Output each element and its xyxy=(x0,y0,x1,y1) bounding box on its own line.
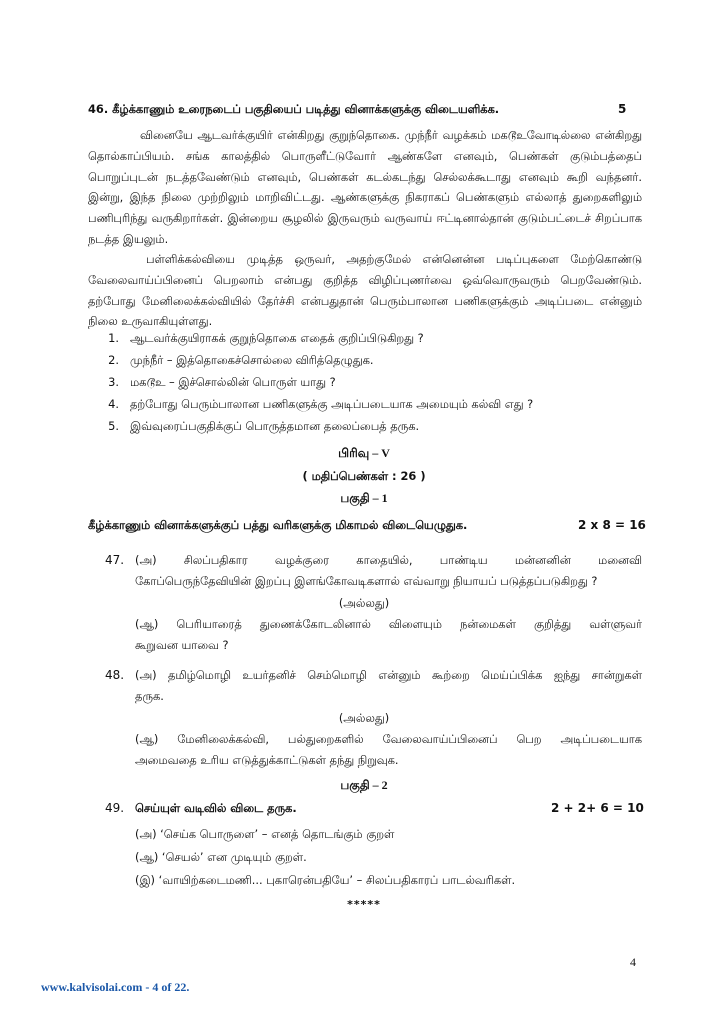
question-number: 4. xyxy=(108,397,119,411)
q49-instruction: செய்யுள் வடிவில் விடை தருக. xyxy=(135,801,297,815)
question-text: ஆடவர்க்குயிராகக் குறுந்தொகை எதைக் குறிப்பிடுகிறது ? xyxy=(130,331,424,345)
q48-option-b: (ஆ) மேனிலைக்கல்வி, பல்துறைகளில் வேலைவாய்ப்பினைப் பெற அடிப்படையாக xyxy=(135,732,642,746)
question-text: தற்போது பெரும்பாலான பணிகளுக்கு அடிப்படையாக அமையும் கல்வி எது ? xyxy=(130,397,534,411)
q48-option-a: (அ) தமிழ்மொழி உயர்தனிச் செம்மொழி என்னும் கூற்றை மெய்ப்பிக்க ஐந்து சான்றுகள் xyxy=(135,668,642,682)
q49-option-a: (அ) ‘செய்க பொருளை’ – எனத் தொடங்கும் குறள் xyxy=(135,827,395,841)
question-number: 2. xyxy=(108,353,119,367)
q46-header: 46. கீழ்க்காணும் உரைநடைப் பகுதியைப் படித்து வினாக்களுக்கு விடையளிக்க. xyxy=(88,102,500,116)
q49-marks: 2 + 2+ 6 = 10 xyxy=(551,801,644,815)
q48-option-a-continued: தருக. xyxy=(135,689,164,703)
question-number: 3. xyxy=(108,375,119,389)
footer-source-link[interactable]: www.kalvisolai.com - 4 of 22. xyxy=(41,980,190,994)
part-1-title: பகுதி – 1 xyxy=(340,491,388,505)
question-number: 1. xyxy=(108,331,119,345)
q49-number: 49. xyxy=(105,801,125,815)
q47-option-b: (ஆ) பெரியாரைத் துணைக்கோடலினால் விளையும் நன்மைகள் குறித்து வள்ளுவர் xyxy=(135,617,642,631)
or-label: (அல்லது) xyxy=(338,711,390,725)
end-mark: ***** xyxy=(347,898,381,911)
q47-number: 47. xyxy=(105,553,125,567)
q48-number: 48. xyxy=(105,668,125,682)
q47-option-b-continued: கூறுவன யாவை ? xyxy=(135,638,229,652)
q46-passage-paragraph-2: பள்ளிக்கல்வியை முடித்த ஒருவர், அதற்குமேல் என்னென்ன படிப்புகளை மேற்கொண்டு வேலைவாய்ப்பினைப் பெறலாம் என்பது குறித்த விழிப்புணர்வை ஒவ்வொருவரும் பெறவேண்டும். தற்போது மேனிலைக்கல்வியில் தேர்ச்சி என்பதுதான் பெரும்பாலான பணிகளுக்கும் அடிப்படை என்னும் நிலை உருவாகியுள்ளது. xyxy=(88,252,642,329)
q46-passage-paragraph-1: வினையே ஆடவர்க்குயிர் என்கிறது குறுந்தொகை. முந்நீர் வழக்கம் மகடூஉவோடில்லை என்கிறது தொல்காப்பியம். சங்க காலத்தில் பொருளீட்டுவோர் ஆண்களே எனவும், பெண்கள் குடும்பத்தைப் பொறுப்புடன் நடத்தவேண்டும் எனவும், பெண்கள் கடல்கடந்து செல்லக்கூடாது எனவும் கூறி வந்தனர். இன்று, இந்த நிலை முற்றிலும் மாறிவிட்டது. ஆண்களுக்கு நிகராகப் பெண்களும் எல்லாத் துறைகளிலும் பணிபுரிந்து வருகிறார்கள். இன்றைய சூழலில் இருவரும் வருவாய் ஈட்டினால்தான் குடும்பட்டைச் சிறப்பாக நடத்த இயலும். xyxy=(88,128,642,246)
part-1-instruction: கீழ்க்காணும் வினாக்களுக்குப் பத்து வரிகளுக்கு மிகாமல் விடையெழுதுக. xyxy=(88,518,468,532)
q49-option-c: (இ) ‘வாயிற்கடைமணி... புகாரென்பதியே’ – சிலப்பதிகாரப் பாடல்வரிகள். xyxy=(135,873,516,887)
q49-option-b: (ஆ) ‘செயல்’ என முடியும் குறள். xyxy=(135,850,307,864)
q46-marks: 5 xyxy=(618,102,627,116)
question-number: 5. xyxy=(108,419,119,433)
q47-option-a: (அ) சிலப்பதிகார வழக்குரை காதையில், பாண்டிய மன்னனின் மனைவி xyxy=(135,553,642,567)
question-text: இவ்வுரைப்பகுதிக்குப் பொருத்தமான தலைப்பைத் தருக. xyxy=(130,419,420,433)
section-title: பிரிவு – V xyxy=(338,446,390,460)
question-text: மகடூஉ – இச்சொல்லின் பொருள் யாது ? xyxy=(130,375,336,389)
page-number: 4 xyxy=(630,955,636,969)
question-text: முந்நீர் – இத்தொகைச்சொல்லை விரித்தெழுதுக. xyxy=(130,353,374,367)
part-2-title: பகுதி – 2 xyxy=(340,778,388,792)
q48-option-b-continued: அமைவதை உரிய எடுத்துக்காட்டுகள் தந்து நிறுவுக. xyxy=(135,753,399,767)
q47-option-a-continued: கோப்பெருந்தேவியின் இறப்பு இளங்கோவடிகளால் எவ்வாறு நியாயப் படுத்தப்படுகிறது ? xyxy=(135,574,598,588)
part-1-marks: 2 x 8 = 16 xyxy=(578,518,646,532)
section-marks: ( மதிப்பெண்கள் : 26 ) xyxy=(302,469,426,483)
or-label: (அல்லது) xyxy=(338,596,390,610)
